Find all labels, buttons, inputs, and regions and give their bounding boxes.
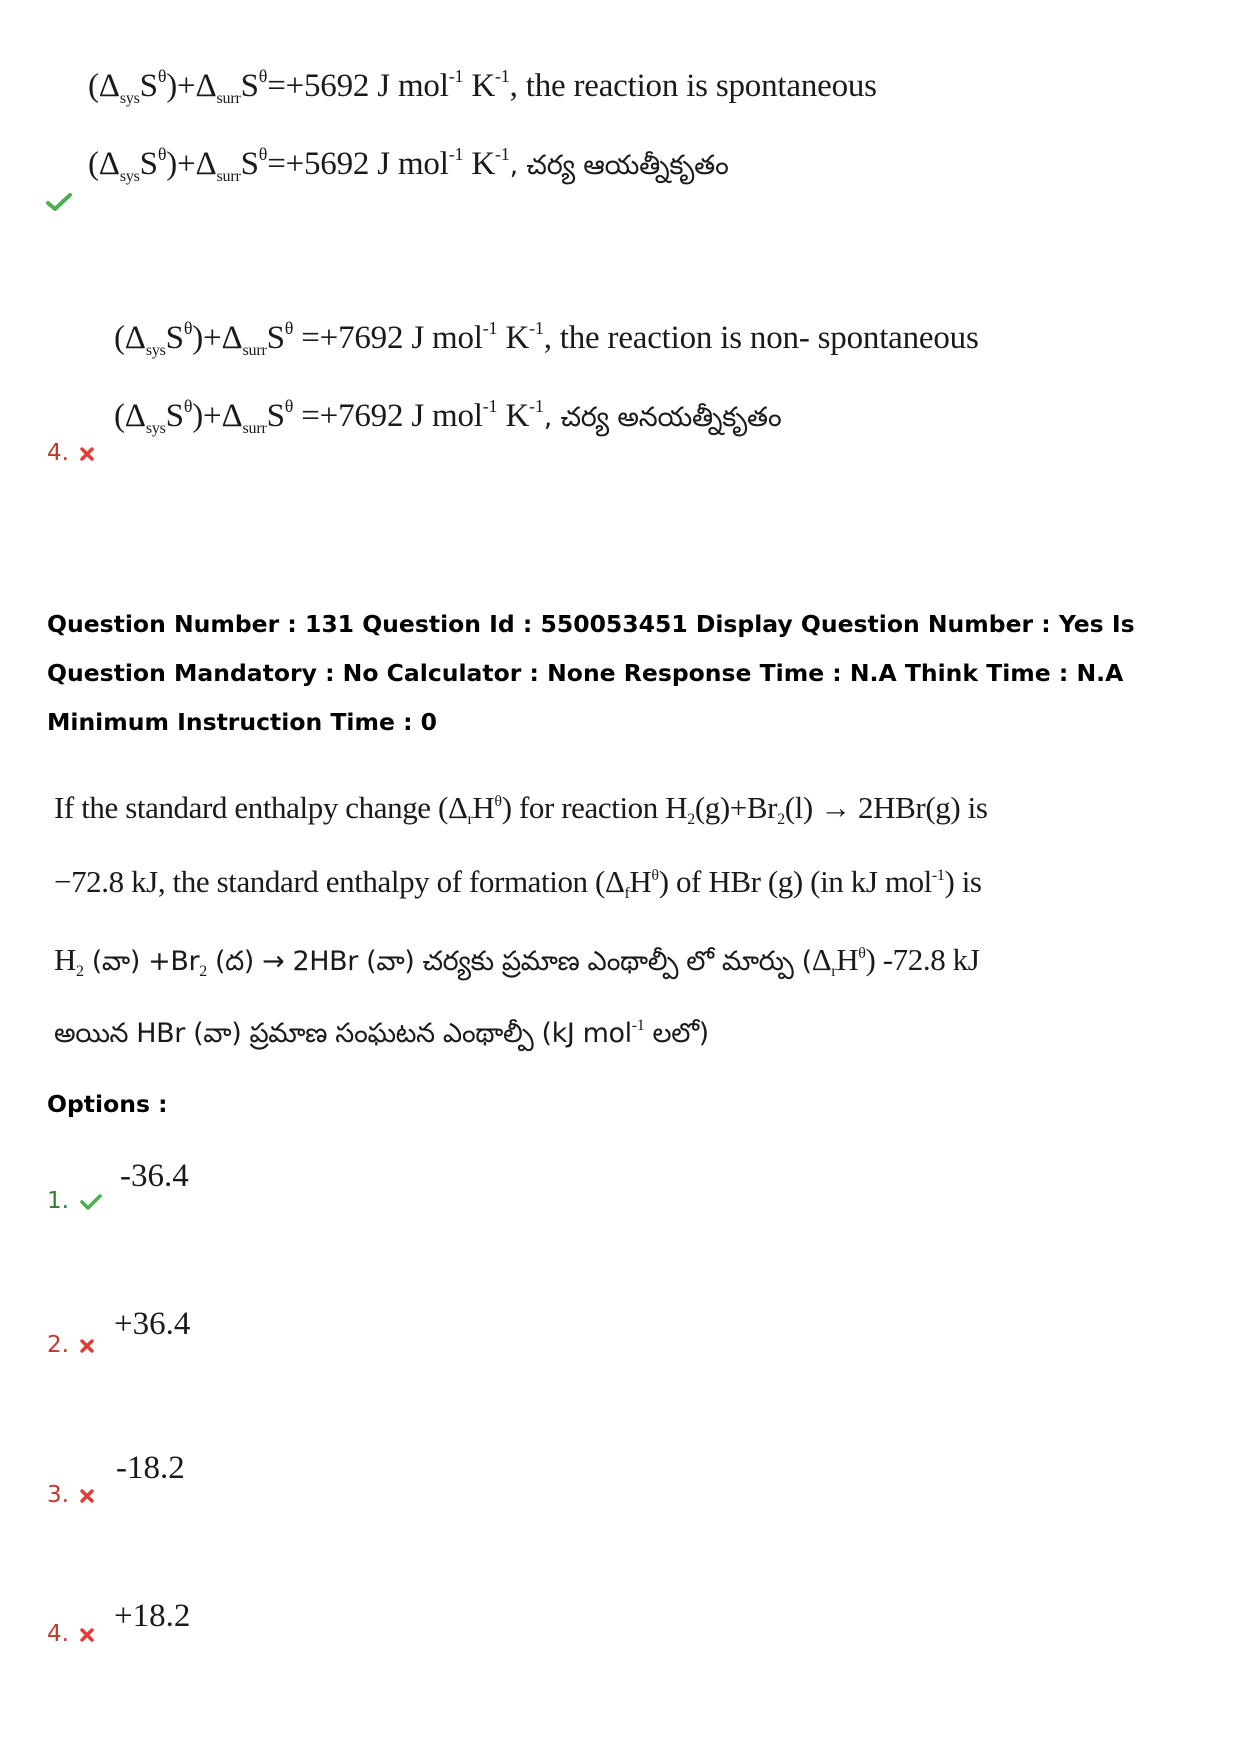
options-label: Options : [47,1090,168,1118]
option-3-marker [47,1482,94,1508]
prev-option3-telugu-line: $(\Delta_{sys}S^\theta)+\Delta_{surr}S^\theta=+5692$ J mol$^{-1}$ $K^{-1}$, చర్య ఆయత్నీకృతం [88,144,729,185]
question-telugu-line-2: అయిన HBr (వా) ప్రమాణ సంఘటన ఎంథాల్పీ (kJ mol$^{-1}$ లలో) [54,1017,709,1049]
cross-icon [80,1338,94,1357]
option-1-marker [47,1188,102,1214]
option-2-value: +36.4 [114,1306,191,1342]
cross-icon [80,446,94,465]
option-number: 2. [47,1332,69,1358]
option-number: 3. [47,1482,69,1508]
option-number: 4. [47,440,69,466]
option-3-value: -18.2 [116,1450,185,1486]
option-number: 4. [47,1621,69,1647]
option-4-value: +18.2 [114,1598,191,1634]
cross-icon [80,1627,94,1646]
check-icon [46,192,72,216]
prev-option4-telugu-line: $(\Delta_{sys}S^\theta)+\Delta_{surr}S^\theta =+7692$ J mol$^{-1}$ $K^{-1}$, చర్య అనయత్నీకృతం [114,396,782,437]
prev-option4-marker [47,440,94,466]
option-4-marker [47,1621,94,1647]
check-icon [80,1193,102,1214]
question-telugu-line-1: $H_2$ (వా) $+Br_2$ (ద) → 2HBr (వా) చర్యకు ప్రమాణ ఎంథాల్పీ లో మార్పు $(\Delta_rH^\theta)$ -72.8 kJ [54,942,980,980]
question-meta: Question Number : 131 Question Id : 550053451 Display Question Number : Yes Is Question Mandatory : No Calculator : None Response Time : N.A Think Time : N.A Minimum Instruction Time : 0 [47,610,1135,736]
cross-icon [80,1488,94,1507]
option-1-value: -36.4 [120,1158,189,1194]
option-number: 1. [47,1188,69,1214]
prev-option4-english-line: $(\Delta_{sys}S^\theta)+\Delta_{surr}S^\theta =+7692$ J mol$^{-1}$ $K^{-1}$, the reaction is non- spontaneous [114,318,979,359]
question-english-line-2: −72.8 kJ, the standard enthalpy of formation $(\Delta_fH^\theta)$ of HBr (g) (in kJ mol$^{-1}$) is [54,864,982,902]
option-2-marker [47,1332,94,1358]
prev-option3-english-line: $(\Delta_{sys}S^\theta)+\Delta_{surr}S^\theta=+5692$ J mol$^{-1}$ $K^{-1}$, the reaction is spontaneous [88,66,877,107]
question-english-line-1: If the standard enthalpy change $(\Delta_rH^\theta)$ for reaction $H_2(g)+Br_2(l) \to 2HBr(g)$ is [54,790,988,828]
